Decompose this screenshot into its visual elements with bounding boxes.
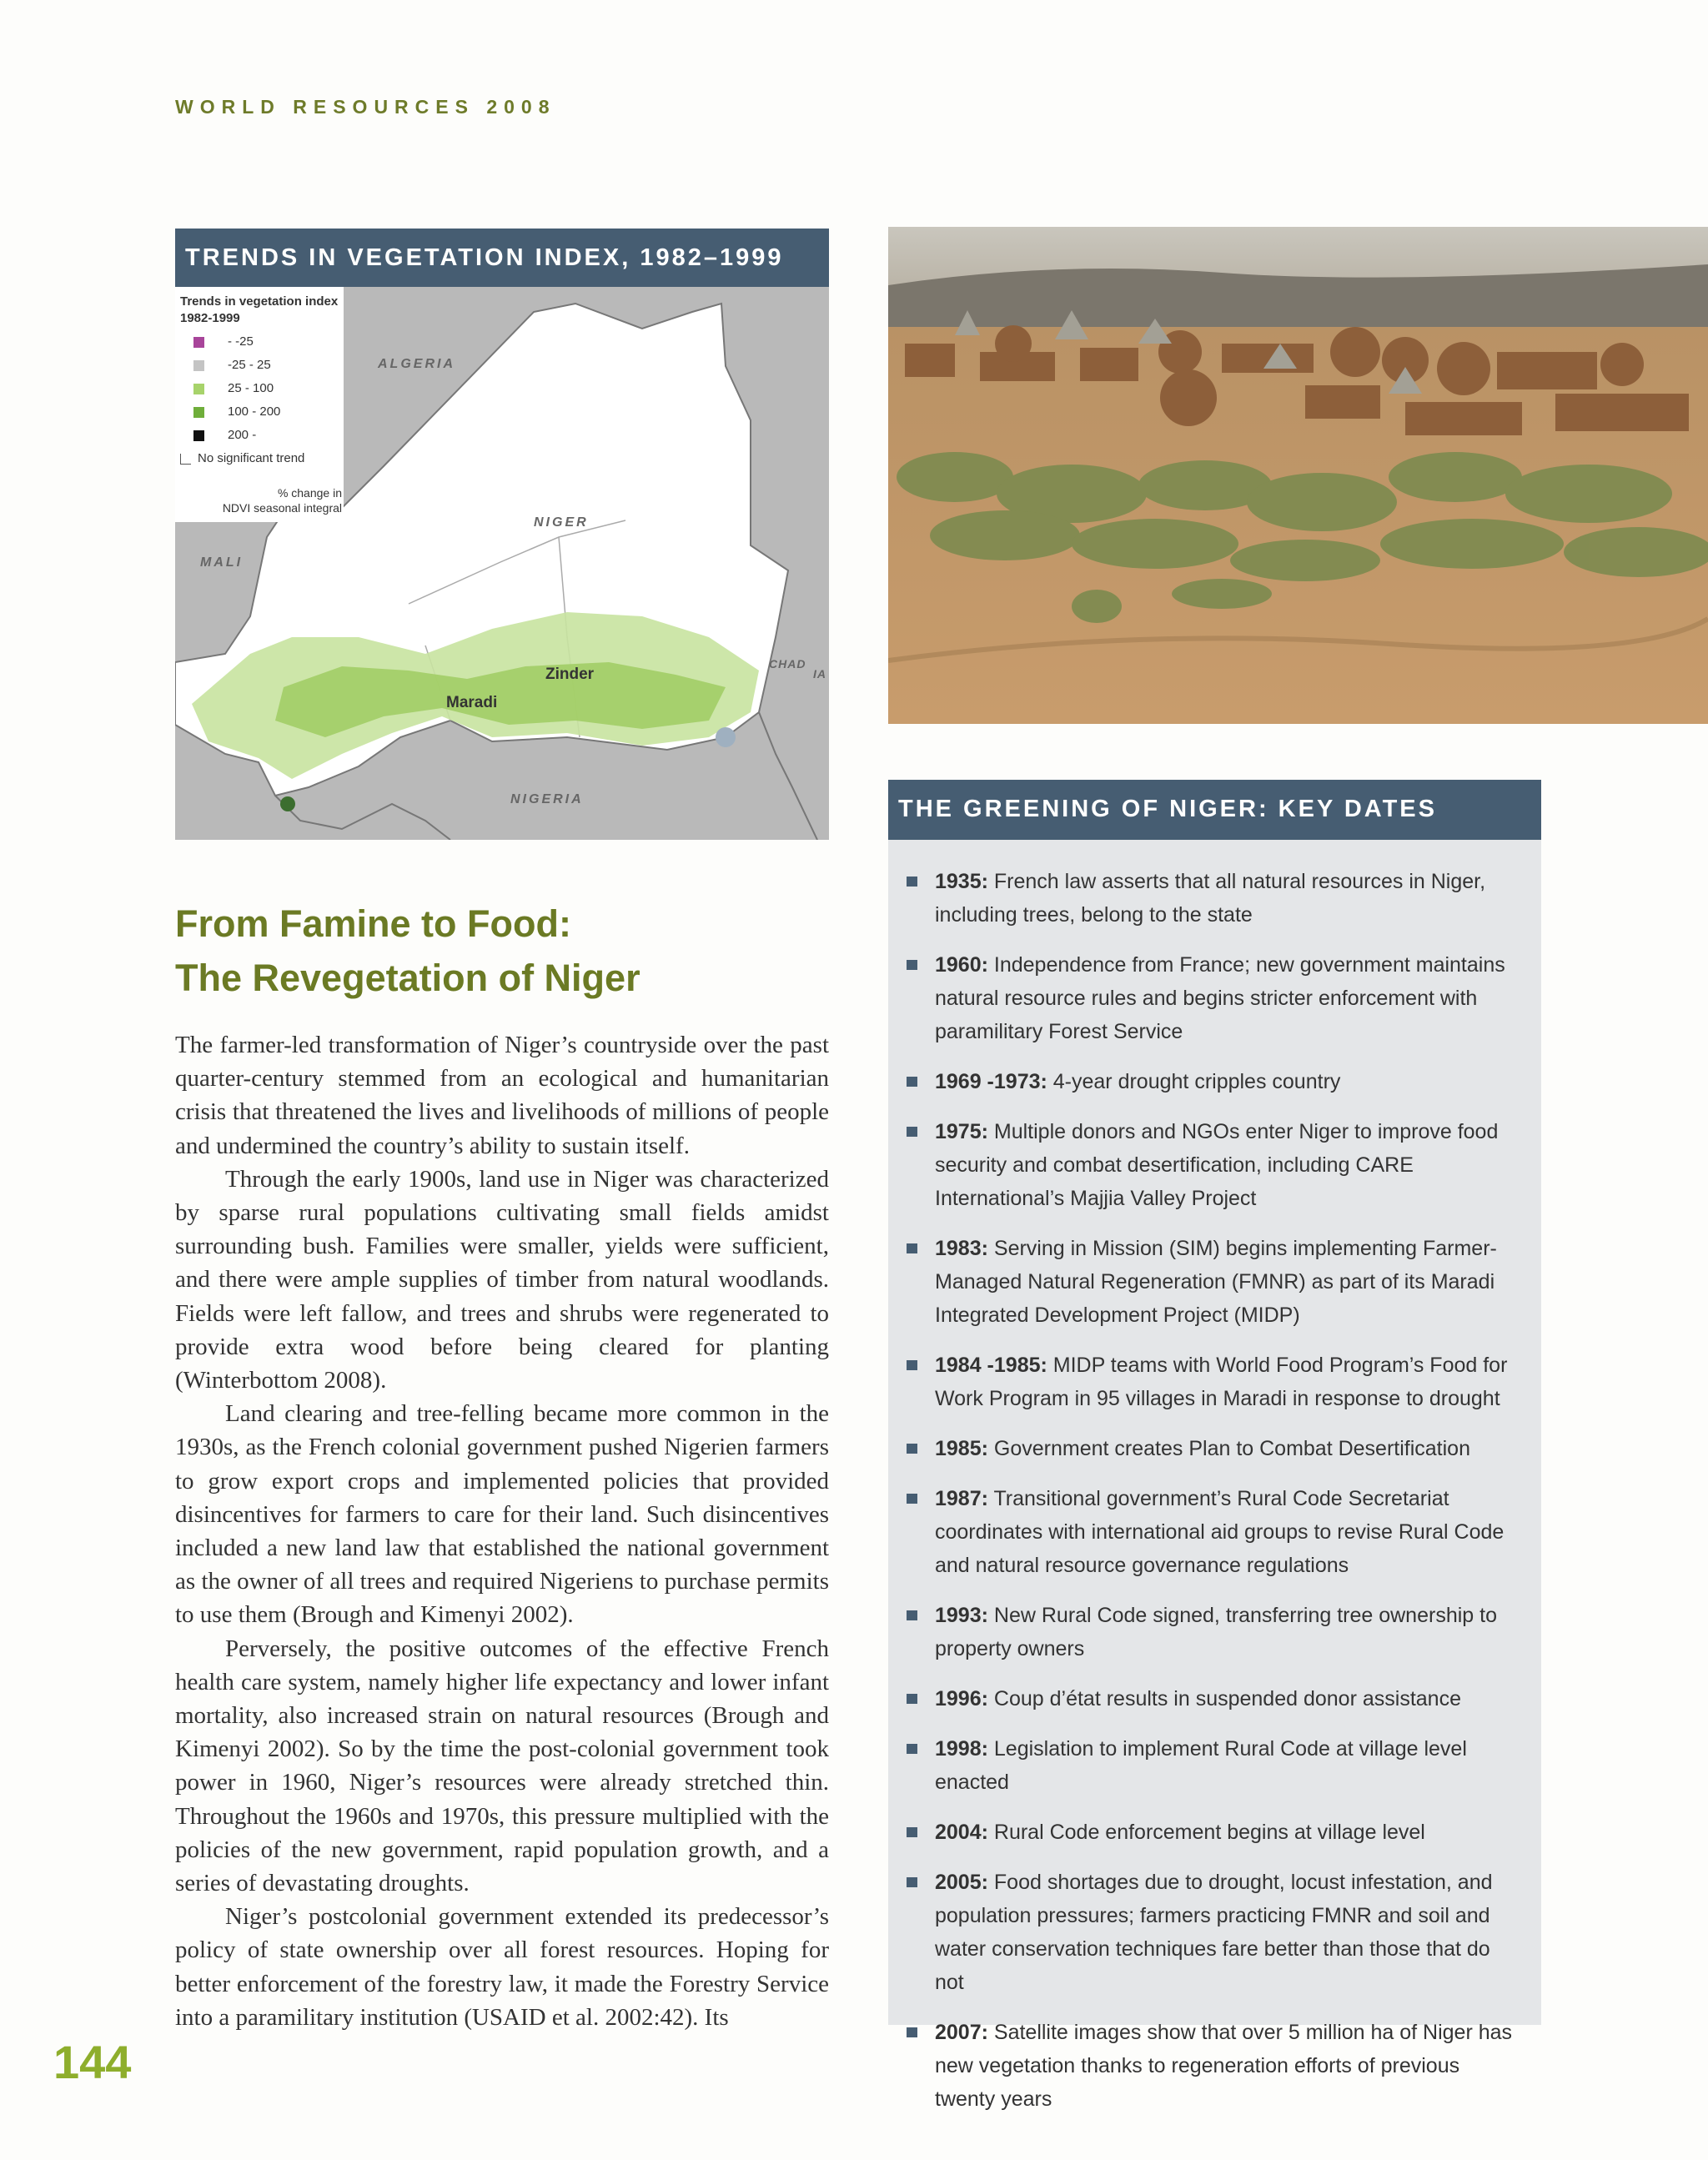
date-text: Legislation to implement Rural Code at village level enacted <box>935 1737 1467 1794</box>
date-text: Independence from France; new government maintains natural resource rules and begins stricter enforcement with paramilitary Forest Service <box>935 953 1505 1043</box>
date-item <box>902 948 1525 1048</box>
legend-note-line2: NDVI seasonal integral <box>222 501 342 515</box>
date-year: 1969 -1973: <box>935 1070 1047 1093</box>
date-year: 1975: <box>935 1120 988 1143</box>
date-text: 4-year drought cripples country <box>1047 1070 1341 1093</box>
paragraph: Through the early 1900s, land use in Niger was characterized by sparse rural populations cultivating small fields amidst surrounding bush. Families were smaller, yields were sufficient, and there were ample supplies of timber from natural woodlands. Fields were left fallow, and trees and shrubs were regenerated to provide extra wood before being cleared for planting (Winterbottom 2008). <box>175 1165 829 1394</box>
legend-label: - -25 <box>228 334 254 349</box>
square-bullet-icon <box>907 1494 917 1504</box>
square-bullet-icon <box>907 2027 917 2037</box>
village-photo <box>888 227 1708 724</box>
map-label-chad: CHAD <box>769 657 806 671</box>
article-body <box>175 1028 829 2034</box>
key-dates-title: THE GREENING OF NIGER: KEY DATES <box>898 796 1437 822</box>
square-bullet-icon <box>907 1360 917 1370</box>
date-text: Government creates Plan to Combat Desertification <box>987 1437 1470 1460</box>
date-item <box>902 1115 1525 1215</box>
date-text: Transitional government’s Rural Code Secretariat coordinates with international aid groups to revise Rural Code and natural resource governance regulations <box>935 1487 1505 1577</box>
map-title: TRENDS IN VEGETATION INDEX, 1982–1999 <box>185 244 784 271</box>
square-bullet-icon <box>907 1077 917 1087</box>
legend-swatch <box>193 337 204 348</box>
date-year: 2005: <box>935 1871 988 1894</box>
date-year: 1983: <box>935 1237 988 1260</box>
date-item <box>902 1732 1525 1799</box>
square-bullet-icon <box>907 960 917 970</box>
legend-title <box>180 294 339 327</box>
map-title-bar <box>175 229 829 287</box>
legend-item <box>180 450 304 467</box>
legend-item <box>193 380 274 397</box>
date-item <box>902 2016 1525 2116</box>
date-item <box>902 1482 1525 1582</box>
key-dates-title-bar <box>888 780 1541 840</box>
date-year: 1960: <box>935 953 988 977</box>
date-item <box>902 1065 1525 1098</box>
square-bullet-icon <box>907 1127 917 1137</box>
legend-note <box>192 485 342 515</box>
article-headline <box>175 897 829 1005</box>
headline-line1: From Famine to Food: <box>175 902 571 945</box>
date-year: 1987: <box>935 1487 988 1510</box>
date-text: French law asserts that all natural resources in Niger, including trees, belong to the state <box>935 870 1486 927</box>
date-text: Satellite images show that over 5 million ha of Niger has new vegetation thanks to regeneration efforts of previous twenty years <box>935 2021 1513 2111</box>
date-item <box>902 865 1525 932</box>
date-text: MIDP teams with World Food Program’s Food for Work Program in 95 villages in Maradi in response to drought <box>935 1354 1508 1410</box>
headline-line2: The Revegetation of Niger <box>175 957 640 999</box>
legend-swatch <box>193 384 204 394</box>
legend-title-line1: Trends in vegetation index <box>180 294 339 309</box>
map-label-algeria: ALGERIA <box>378 357 455 371</box>
square-bullet-icon <box>907 1877 917 1887</box>
date-item <box>902 1866 1525 1999</box>
date-text: Rural Code enforcement begins at village level <box>987 1821 1425 1844</box>
legend-title-line2: 1982-1999 <box>180 311 240 325</box>
map-legend <box>175 287 344 522</box>
square-bullet-icon <box>907 877 917 887</box>
legend-note-line1: % change in <box>277 486 342 500</box>
vegetation-map <box>175 287 829 840</box>
legend-swatch <box>180 454 191 465</box>
legend-label: -25 - 25 <box>228 358 271 372</box>
date-item <box>902 1816 1525 1849</box>
map-label-zinder: Zinder <box>545 666 595 683</box>
date-text: Food shortages due to drought, locust infestation, and population pressures; farmers practicing FMNR and soil and water conservation techniques fare better than those that do not <box>935 1871 1493 1994</box>
square-bullet-icon <box>907 1444 917 1454</box>
legend-item <box>193 357 271 374</box>
legend-swatch <box>193 430 204 441</box>
legend-label: 200 - <box>228 428 257 442</box>
date-year: 1996: <box>935 1687 988 1710</box>
date-year: 1998: <box>935 1737 988 1761</box>
date-year: 2004: <box>935 1821 988 1844</box>
square-bullet-icon <box>907 1243 917 1253</box>
legend-item <box>193 404 280 420</box>
map-label-niger: NIGER <box>534 515 589 530</box>
paragraph: The farmer-led transformation of Niger’s countryside over the past quarter-century stemmed from an ecological and humanitarian crisis that threatened the lives and livelihoods of millions of people and undermined the country’s ability to sustain itself. <box>175 1032 829 1159</box>
date-item <box>902 1682 1525 1715</box>
map-label-maradi: Maradi <box>446 694 498 711</box>
date-text: Coup d’état results in suspended donor assistance <box>987 1687 1461 1710</box>
date-year: 1985: <box>935 1437 988 1460</box>
square-bullet-icon <box>907 1827 917 1837</box>
legend-label: 100 - 200 <box>228 404 281 419</box>
date-year: 1935: <box>935 870 988 893</box>
date-item <box>902 1232 1525 1332</box>
key-dates-box <box>888 840 1541 2111</box>
legend-item <box>193 427 256 444</box>
map-label-chad-cut: IA <box>813 667 826 681</box>
running-head: WORLD RESOURCES 2008 <box>175 96 556 118</box>
legend-swatch <box>193 360 204 371</box>
photo-graphic <box>888 227 1708 724</box>
map-label-nigeria: NIGERIA <box>510 792 584 806</box>
date-year: 1984 -1985: <box>935 1354 1047 1377</box>
date-item <box>902 1432 1525 1465</box>
date-item <box>902 1349 1525 1415</box>
legend-label: No significant trend <box>198 451 305 465</box>
page-number: 144 <box>53 2036 132 2088</box>
legend-swatch <box>193 407 204 418</box>
date-text: Multiple donors and NGOs enter Niger to improve food security and combat desertification, including CARE International’s Majjia Valley Project <box>935 1120 1499 1210</box>
date-item <box>902 1599 1525 1665</box>
legend-label: 25 - 100 <box>228 381 274 395</box>
legend-item <box>193 334 254 350</box>
date-text: New Rural Code signed, transferring tree ownership to property owners <box>935 1604 1497 1660</box>
date-year: 1993: <box>935 1604 988 1627</box>
date-year: 2007: <box>935 2021 988 2044</box>
map-label-mali: MALI <box>200 555 244 570</box>
paragraph: Land clearing and tree-felling became more common in the 1930s, as the French colonial government pushed Nigerien farmers to grow export crops and implemented policies that provided disincentives for farmers to care for their land. Such disincentives included a new land law that established the national government as the owner of all trees and required Nigeriens to purchase permits to use them (Brough and Kimenyi 2002). <box>175 1400 829 1629</box>
square-bullet-icon <box>907 1744 917 1754</box>
paragraph: Perversely, the positive outcomes of the effective French health care system, namely higher life expectancy and lower infant mortality, also increased strain on natural resources (Brough and Kimenyi 2002). So by the time the post-colonial government took power in 1960, Niger’s resources were already stretched thin. Throughout the 1960s and 1970s, this pressure multiplied with the policies of the new government, rapid population growth, and a series of devastating droughts. <box>175 1635 829 1897</box>
date-text: Serving in Mission (SIM) begins implementing Farmer-Managed Natural Regeneration (FMNR) as part of its Maradi Integrated Development Project (MIDP) <box>935 1237 1497 1327</box>
square-bullet-icon <box>907 1610 917 1620</box>
square-bullet-icon <box>907 1694 917 1704</box>
paragraph: Niger’s postcolonial government extended its predecessor’s policy of state ownership over all forest resources. Hoping for better enforcement of the forestry law, it made the Forestry Service into a paramilitary institution (USAID et al. 2002:42). Its <box>175 1903 829 2031</box>
